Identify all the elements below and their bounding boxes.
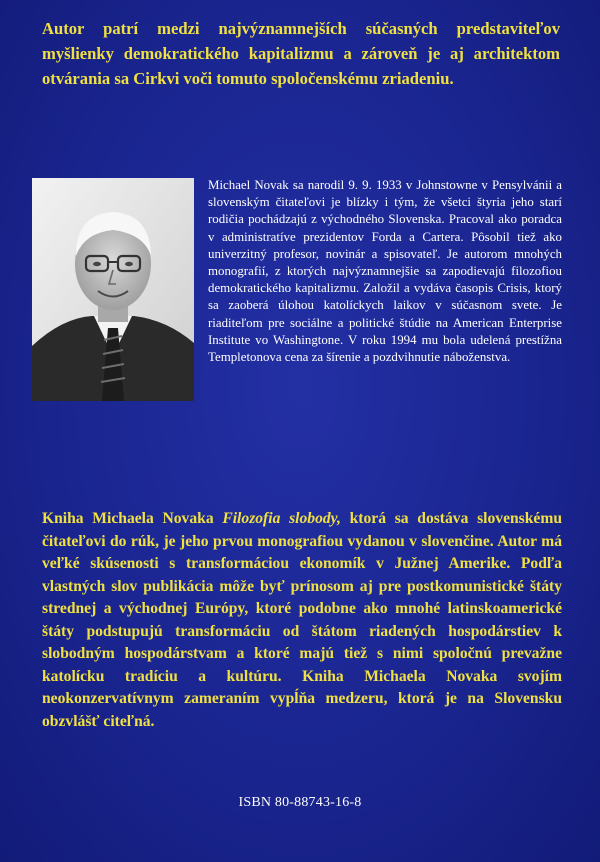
intro-paragraph: Autor patrí medzi najvýznamnejších súčasných predstaviteľov myšlienky demokratického kapitalizmu a zároveň je aj architektom otvárania sa Cirkvi voči tomuto spoločenskému zriadeniu. xyxy=(42,19,560,88)
author-portrait-image xyxy=(32,178,194,401)
author-photo xyxy=(32,178,194,401)
author-biography: Michael Novak sa narodil 9. 9. 1933 v Johnstowne v Pensylvánii a slovenským čitateľovi je blízky i tým, že všetci štyria jeho starí rodičia pochádzajú z východného Slovenska. Pracoval ako poradca v administratíve prezidentov Forda a Cartera. Pôsobil tiež ako univerzitný profesor, novinár a spisovateľ. Je autorom mnohých monografií, z ktorých najvýznamnejšie sa zapodievajú filozofiou demokratického kapitalizmu. Založil a vydáva časopis Crisis, ktorý sa zaoberá úlohou katolíckych laikov v súčasnom svete. Je riaditeľom pre sociálne a politické štúdie na American Enterprise Institute vo Washingtone. V roku 1994 mu bola udelená prestížna Templetonova cena za šírenie a pozdvihnutie náboženstva. xyxy=(208,178,562,365)
book-description-lead: Kniha Michaela Novaka xyxy=(42,510,223,527)
book-description-body: ktorá sa dostáva slovenskému čitateľovi do rúk, je jeho prvou monografiou vydanou v slovenčine. Autor má veľké skúsenosti s transformáciou ekonomík v Južnej Amerike. Podľa vlastných slov publikácia môže byť prínosom aj pre postkomunistické štáty strednej a východnej Európy, ktoré podobne ako mnohé latinskoamerické štáty podstupujú transformáciu od štátom riadených hospodárstiev k slobodným hospodárstvam a ktoré majú tiež s nimi spoločnú prevažne katolícku tradíciu a kultúru. Kniha Michaela Novaka svojím neokonzervatívnym zameraním vypĺňa medzeru, ktorá je na Slovensku obzvlášť citeľná. xyxy=(42,510,563,730)
isbn-number: ISBN 80-88743-16-8 xyxy=(238,795,362,810)
book-title: Filozofia slobody, xyxy=(222,510,341,527)
book-description xyxy=(42,508,562,733)
